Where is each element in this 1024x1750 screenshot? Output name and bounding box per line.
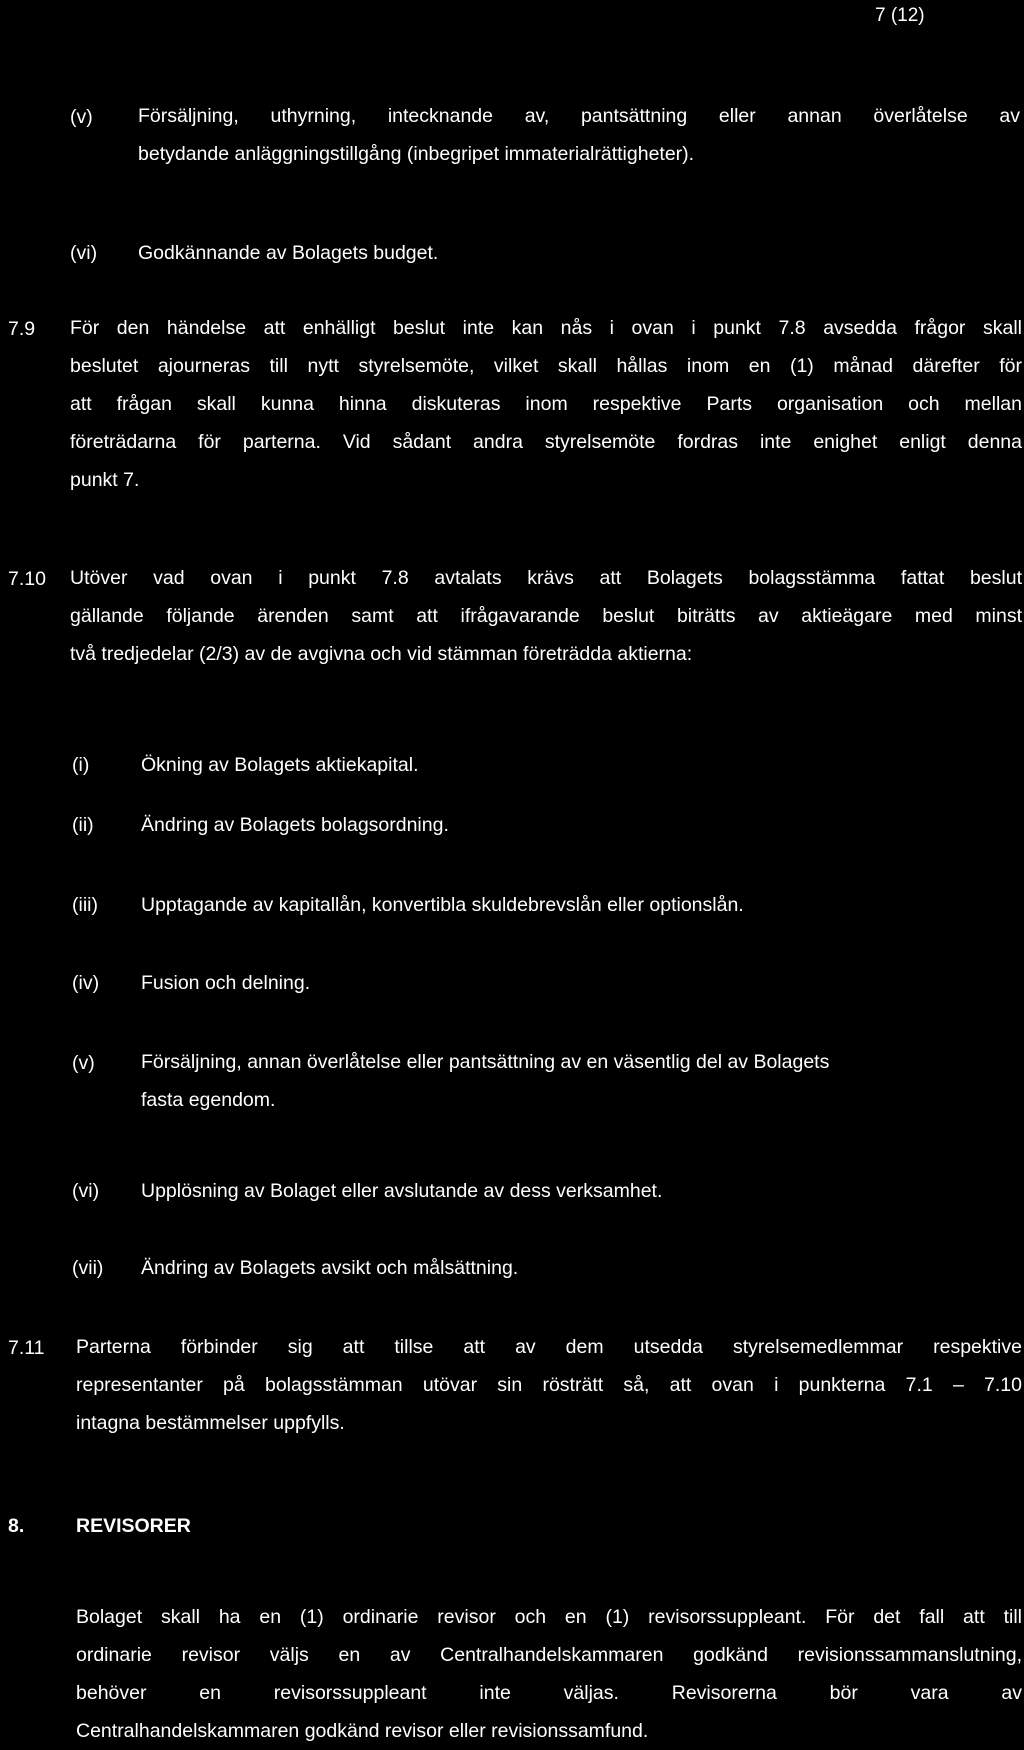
text-line: ordinarie revisor väljs en av Centralhandelskammaren godkänd revisionssammanslutning, [76, 1644, 1022, 1666]
clause-number-7-11: 7.11 [8, 1337, 45, 1359]
page-number: 7 (12) [875, 5, 925, 26]
text-line: behöver en revisorssuppleant inte väljas. Revisorerna bör vara av [76, 1682, 1022, 1704]
text-line: gällande följande ärenden samt att ifrågavarande beslut biträtts av aktieägare med minst [70, 605, 1022, 627]
text-line: För den händelse att enhälligt beslut inte kan nås i ovan i punkt 7.8 avsedda frågor skall [70, 317, 1022, 339]
list-item-iv-text: Fusion och delning. [141, 972, 311, 994]
list-label-ii: (ii) [72, 814, 94, 836]
list-label-v: (v) [70, 106, 93, 128]
text-line: punkt 7. [70, 469, 140, 491]
clause-number-7-9: 7.9 [8, 318, 36, 340]
list-item-vi2-text: Upplösning av Bolaget eller avslutande av dess verksamhet. [141, 1180, 663, 1202]
text-line: Försäljning, uthyrning, intecknande av, pantsättning eller annan överlåtelse av [138, 105, 1020, 127]
text-line: fasta egendom. [141, 1089, 276, 1111]
list-label-v2: (v) [72, 1052, 95, 1074]
list-label-vi2: (vi) [72, 1180, 100, 1202]
section-heading: REVISORER [76, 1515, 191, 1537]
text-line: intagna bestämmelser uppfylls. [76, 1412, 345, 1434]
text-line: betydande anläggningstillgång (inbegripet immaterialrättigheter). [138, 143, 695, 165]
list-item-vii-text: Ändring av Bolagets avsikt och målsättning. [141, 1257, 519, 1279]
list-label-i: (i) [72, 754, 90, 776]
list-label-vii: (vii) [72, 1257, 104, 1279]
list-item-i-text: Ökning av Bolagets aktiekapital. [141, 754, 419, 776]
list-label-vi: (vi) [70, 242, 98, 264]
list-item-v-text [138, 97, 1020, 173]
text-line: beslutet ajourneras till nytt styrelsemöte, vilket skall hållas inom en (1) månad därefter för [70, 355, 1022, 377]
text-line: Utöver vad ovan i punkt 7.8 avtalats krävs att Bolagets bolagsstämma fattat beslut [70, 567, 1022, 589]
clause-7-9-text [70, 309, 1022, 499]
text-line: Parterna förbinder sig att tillse att av dem utsedda styrelsemedlemmar respektive [76, 1336, 1022, 1358]
clause-7-10-text [70, 559, 1022, 673]
text-line: representanter på bolagsstämman utövar sin rösträtt så, att ovan i punkterna 7.1 – 7.10 [76, 1374, 1022, 1396]
list-item-ii-text: Ändring av Bolagets bolagsordning. [141, 814, 449, 836]
section-8-text [76, 1598, 1022, 1750]
text-line: Centralhandelskammaren godkänd revisor eller revisionssamfund. [76, 1720, 649, 1742]
clause-number-7-10: 7.10 [8, 568, 46, 590]
list-label-iii: (iii) [72, 894, 98, 916]
list-item-iii-text: Upptagande av kapitallån, konvertibla skuldebrevslån eller optionslån. [141, 894, 744, 916]
text-line: Försäljning, annan överlåtelse eller pantsättning av en väsentlig del av Bolagets [141, 1051, 830, 1073]
text-line: företrädarna för parterna. Vid sådant andra styrelsemöte fordras inte enighet enligt denna [70, 431, 1022, 453]
clause-7-11-text [76, 1328, 1022, 1442]
text-line: att frågan skall kunna hinna diskuteras inom respektive Parts organisation och mellan [70, 393, 1022, 415]
text-line: Bolaget skall ha en (1) ordinarie revisor och en (1) revisorssuppleant. För det fall att till [76, 1606, 1022, 1628]
text-line: två tredjedelar (2/3) av de avgivna och vid stämman företrädda aktierna: [70, 643, 693, 665]
list-item-vi-text: Godkännande av Bolagets budget. [138, 242, 439, 264]
section-number: 8. [8, 1515, 25, 1537]
list-item-v2-text [141, 1043, 981, 1119]
list-label-iv: (iv) [72, 972, 100, 994]
